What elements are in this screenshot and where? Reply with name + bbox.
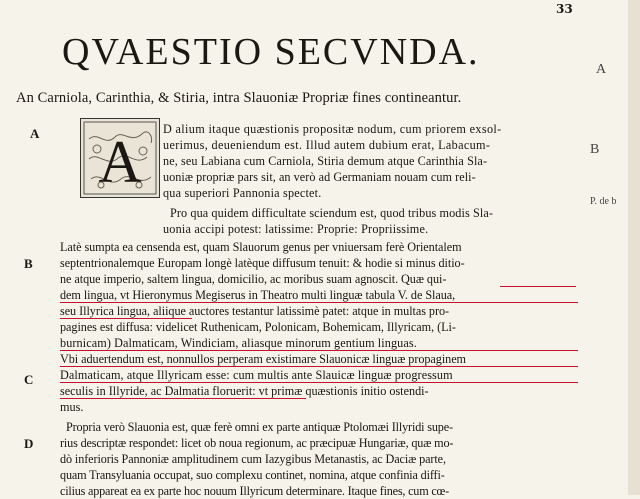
text-line: uoniæ propriæ pars sit, an verò ad Germaniam nouam cum reli- <box>163 170 476 184</box>
red-underline <box>60 366 578 367</box>
margin-letter-b: B <box>24 256 33 271</box>
text-line: septentrionalemque Europam longè latèque diffusum tenuit: & hodie si minus ditio- <box>60 256 465 270</box>
red-underline <box>60 302 578 303</box>
text-line: ne, seu Labiana cum Carniola, Stiria demum atque Carinthia Sla- <box>163 154 488 168</box>
text-line: dem lingua, vt Hieronymus Megiserus in Theatro multi linguæ tabula V. de Slaua, <box>60 288 456 302</box>
margin-letter-c: C <box>24 372 34 387</box>
text-line: ne atque imperio, saltem lingua, domicilio, ac moribus suam agnoscit. Quæ qui- <box>60 272 447 286</box>
text-line: D alium itaque quæstionis propositæ nodum, cum priorem exsol- <box>163 122 502 136</box>
text-line: seu Illyrica lingua, aliique auctores testantur latissimè patet: atque in multas pro- <box>60 304 450 318</box>
text-line: Dalmaticam, atque Illyricam esse: cum multis ante Slauicæ linguæ progressum <box>60 368 453 382</box>
side-letter-b: B <box>590 142 600 157</box>
text-line: mus. <box>60 400 84 414</box>
text-line: uonia accipi potest: latissime: Proprie: Propriissime. <box>163 222 429 236</box>
text-line: Vbi aduertendum est, nonnullos perperam existimare Slauonicæ linguæ propaginem <box>60 352 466 366</box>
side-letter-a: A <box>596 62 607 77</box>
text-line: burnicam) Dalmaticam, Windiciam, aliasque minorum gentium linguas. <box>60 336 417 350</box>
text-line: seculis in Illyride, ac Dalmatia floruerit: vt primæ quæstionis initio ostendi- <box>60 384 429 398</box>
text-line: dò inferioris Pannoniæ amplitudinem cum Iazygibus Metanastis, ac Daciæ parte, <box>60 452 446 466</box>
text-line: uerimus, deueniendum est. Illud autem dubium erat, Labacum- <box>163 138 491 152</box>
text-line: Propria verò Slauonia est, quæ ferè omni ex parte antiquæ Ptolomæi Illyridi supe- <box>66 420 453 434</box>
side-note: P. de b <box>590 196 617 207</box>
text-line: pagines est diffusa: videlicet Ruthenicam, Polonicam, Bohemicam, Illyricam, (Li- <box>60 320 456 334</box>
decorated-initial <box>80 118 160 198</box>
svg-text:A: A <box>98 129 142 195</box>
page-number: 33 <box>556 2 573 16</box>
red-underline <box>60 350 578 351</box>
text-line: cilius appareat ea ex parte hoc nouum Illyricum determinare. Itaque fines, cum cœ- <box>60 484 450 498</box>
red-underline <box>60 382 578 383</box>
margin-letter-a: A <box>30 126 40 141</box>
text-line: quam Transyluania occupat, suo complexu continet, nomina, atque confinia diffi- <box>60 468 445 482</box>
text-line: Pro qua quidem difficultate sciendum est, quod tribus modis Sla- <box>170 206 494 220</box>
text-line: Latè sumpta ea censenda est, quam Slauorum genus per vniuersam ferè Orientalem <box>60 240 462 254</box>
page-title: QVAESTIO SECVNDA. <box>62 31 480 73</box>
text-line: qua superiori Pannonia spectet. <box>163 186 322 200</box>
red-underline <box>60 398 306 399</box>
text-line: rius descriptæ respondet: licet ob noua regionum, ac præcipuæ Hungariæ, quæ mo- <box>60 436 454 450</box>
page-edge <box>628 0 640 495</box>
margin-letter-d: D <box>24 436 34 451</box>
initial-ornament-icon <box>81 119 159 197</box>
red-underline <box>60 318 192 319</box>
red-underline <box>500 286 576 287</box>
subtitle: An Carniola, Carinthia, & Stiria, intra Slauoniæ Propriæ fines contineantur. <box>16 90 462 106</box>
